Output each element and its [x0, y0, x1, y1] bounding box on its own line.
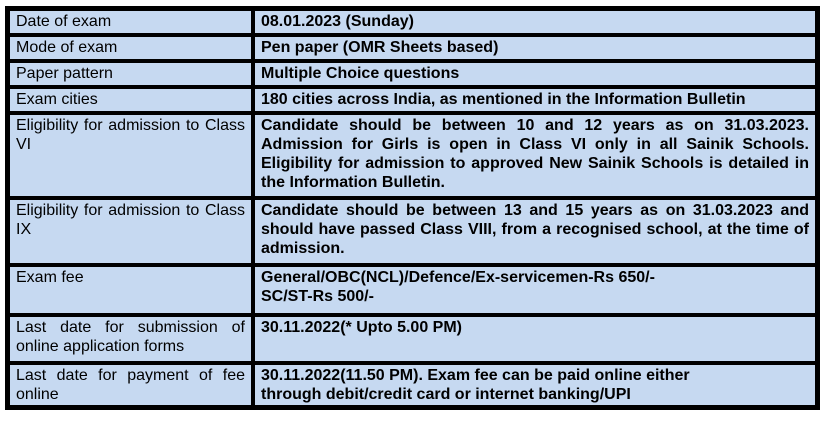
table-row — [8, 87, 817, 113]
row-value-eligibility-class-ix: Candidate should be between 13 and 15 years as on 31.03.2023 and should have passed Class VIII, from a recognised school, at the time of admission. — [253, 198, 817, 265]
exam-info-table — [5, 6, 820, 410]
row-value-exam-fee — [253, 265, 817, 315]
table-row — [8, 113, 817, 198]
table-row — [8, 315, 817, 363]
payment-line-1: 30.11.2022(11.50 PM). Exam fee can be paid online either — [261, 367, 690, 384]
fee-line-sc-st: SC/ST-Rs 500/- — [261, 288, 374, 305]
row-value-date-of-exam: 08.01.2023 (Sunday) — [253, 9, 817, 35]
row-label-paper-pattern: Paper pattern — [8, 61, 253, 87]
row-value-paper-pattern: Multiple Choice questions — [253, 61, 817, 87]
row-value-last-date-payment — [253, 363, 817, 407]
table-row — [8, 9, 817, 35]
table-row — [8, 265, 817, 315]
table-row — [8, 35, 817, 61]
row-label-mode-of-exam: Mode of exam — [8, 35, 253, 61]
row-label-exam-cities: Exam cities — [8, 87, 253, 113]
row-value-exam-cities: 180 cities across India, as mentioned in the Information Bulletin — [253, 87, 817, 113]
row-value-last-date-submission: 30.11.2022(* Upto 5.00 PM) — [253, 315, 817, 363]
row-label-exam-fee: Exam fee — [8, 265, 253, 315]
row-value-mode-of-exam: Pen paper (OMR Sheets based) — [253, 35, 817, 61]
row-label-date-of-exam: Date of exam — [8, 9, 253, 35]
table-row — [8, 363, 817, 407]
payment-line-2: through debit/credit card or internet banking/UPI — [261, 386, 631, 403]
fee-line-general: General/OBC(NCL)/Defence/Ex-servicemen-Rs 650/- — [261, 269, 655, 286]
row-label-last-date-submission: Last date for submission of online application forms — [8, 315, 253, 363]
row-value-eligibility-class-vi: Candidate should be between 10 and 12 years as on 31.03.2023. Admission for Girls is open in Class VI only in all Sainik Schools. Eligibility for admission to approved New Sainik Schools is detailed in the Information Bulletin. — [253, 113, 817, 198]
table-row — [8, 198, 817, 265]
row-label-last-date-payment: Last date for payment of fee online — [8, 363, 253, 407]
table-row — [8, 61, 817, 87]
row-label-eligibility-class-vi: Eligibility for admission to Class VI — [8, 113, 253, 198]
row-label-eligibility-class-ix: Eligibility for admission to Class IX — [8, 198, 253, 265]
